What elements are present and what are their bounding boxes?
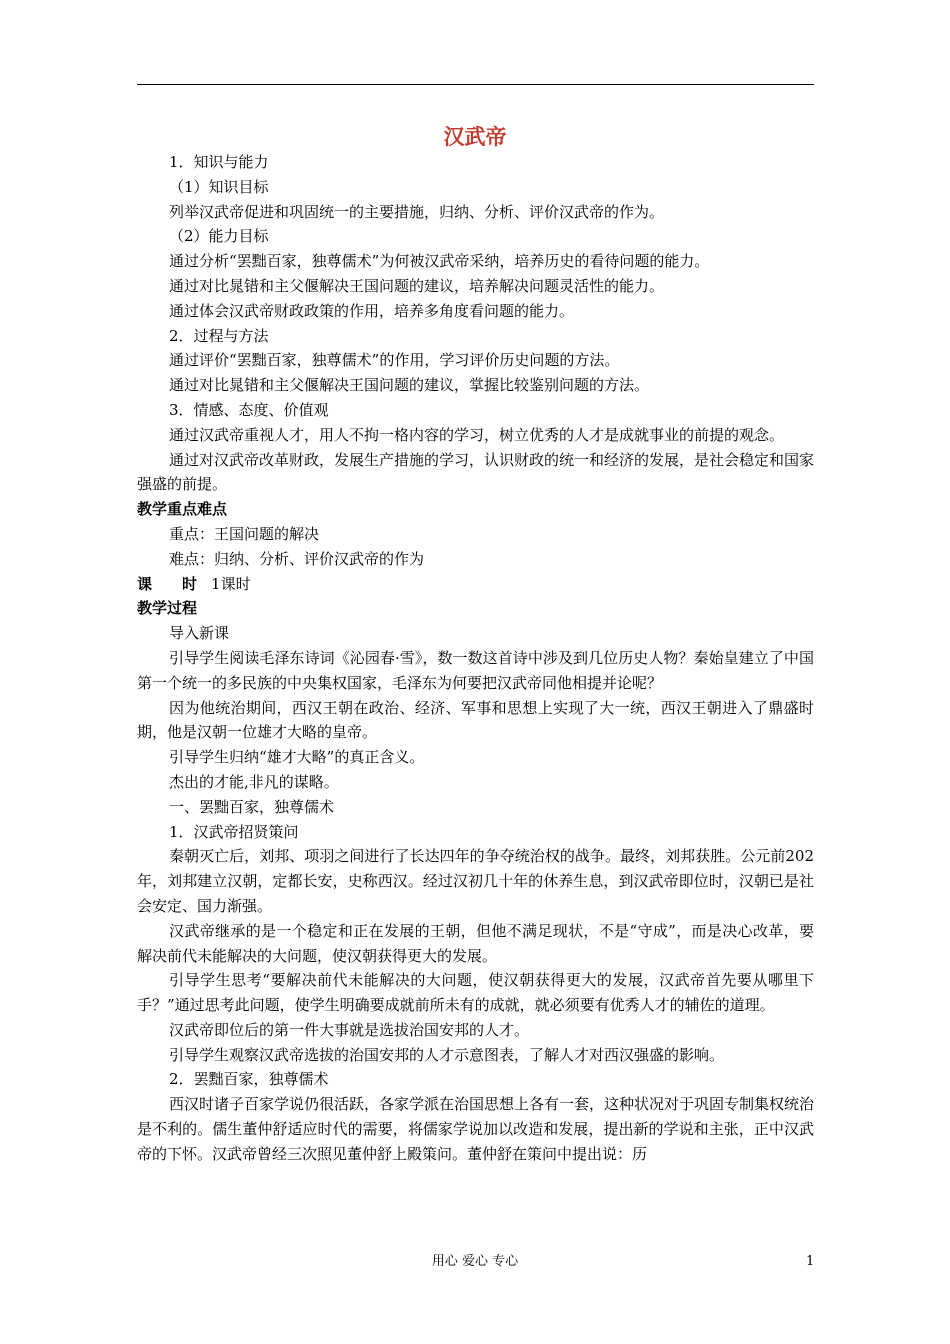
hours-label-b: 时 xyxy=(182,574,198,593)
paragraph: 通过对比晁错和主父偃解决王国问题的建议，培养解决问题灵活性的能力。 xyxy=(169,276,665,295)
paragraph: 西汉时诸子百家学说仍很活跃，各家学派在治国思想上各有一套，这种状况对于巩固专制集权统治是不利的。儒生董仲舒适应时代的需要，将儒家学说加以改造和发展，提出新的学说和主张，正中汉武帝的下怀。汉武帝曾经三次照见董仲舒上殿策问。董仲舒在策问中提出说：历 xyxy=(137,1095,815,1163)
paragraph: 通过评价“罢黜百家，独尊儒术”的作用，学习评价历史问题的方法。 xyxy=(169,351,620,370)
paragraph: 引导学生思考“要解决前代未能解决的大问题，使汉朝获得更大的发展，汉武帝首先要从哪里下手？”通过思考此问题，使学生明确要成就前所未有的成就，就必须要有优秀人才的辅佐的道理。 xyxy=(137,971,814,1015)
footer-text: 用心 爱心 专心 xyxy=(431,1254,519,1269)
paragraph: 难点：归纳、分析、评价汉武帝的作为 xyxy=(169,549,425,568)
header-rule xyxy=(137,84,814,85)
section-heading: 1．汉武帝招贤策问 xyxy=(169,822,299,841)
section-heading: 2．过程与方法 xyxy=(169,326,269,345)
section-heading: 3．情感、态度、价值观 xyxy=(169,400,329,419)
page-title: 汉武帝 xyxy=(443,124,507,149)
paragraph: 引导学生观察汉武帝选拔的治国安邦的人才示意图表，了解人才对西汉强盛的影响。 xyxy=(169,1045,725,1064)
paragraph: 通过对比晁错和主父偃解决王国问题的建议，掌握比较鉴别问题的方法。 xyxy=(169,376,650,395)
hours-label-a: 课 xyxy=(137,574,153,593)
paragraph: 通过汉武帝重视人才，用人不拘一格内容的学习，树立优秀的人才是成就事业的前提的观念。 xyxy=(169,425,785,444)
paragraph: 汉武帝继承的是一个稳定和正在发展的王朝，但他不满足现状，不是“守成”，而是决心改革，要解决前代未能解决的大问题，使汉朝获得更大的发展。 xyxy=(137,921,814,965)
paragraph: 因为他统治期间，西汉王朝在政治、经济、军事和思想上实现了大一统，西汉王朝进入了鼎盛时期，他是汉朝一位雄才大略的皇帝。 xyxy=(137,698,814,742)
paragraph: 导入新课 xyxy=(169,624,230,643)
bold-heading-process: 教学过程 xyxy=(137,599,198,618)
paragraph: 通过分析“罢黜百家，独尊儒术”为何被汉武帝采纳，培养历史的看待问题的能力。 xyxy=(169,252,710,271)
paragraph: 通过对汉武帝改革财政，发展生产措施的学习，认识财政的统一和经济的发展，是社会稳定和国家强盛的前提。 xyxy=(137,450,815,494)
paragraph: 杰出的才能,非凡的谋略。 xyxy=(169,772,339,791)
paragraph: 引导学生归纳“雄才大略”的真正含义。 xyxy=(169,748,425,767)
bold-heading-key-points: 教学重点难点 xyxy=(137,500,228,519)
section-heading: 2．罢黜百家，独尊儒术 xyxy=(169,1070,329,1089)
section-heading: 1．知识与能力 xyxy=(169,153,269,171)
class-hours-line xyxy=(137,572,814,597)
hours-value: 1课时 xyxy=(211,574,251,593)
sub-heading: （1）知识目标 xyxy=(169,177,269,196)
page-number: 1 xyxy=(806,1254,815,1269)
paragraph: 汉武帝即位后的第一件大事就是选拔治国安邦的人才。 xyxy=(169,1020,530,1039)
document-body xyxy=(137,150,814,1167)
paragraph: 引导学生阅读毛泽东诗词《沁园春·雪》，数一数这首诗中涉及到几位历史人物？秦始皇建立了中国第一个统一的多民族的中央集权国家，毛泽东为何要把汉武帝同他相提并论呢？ xyxy=(137,648,814,692)
paragraph: 重点：王国问题的解决 xyxy=(169,524,320,543)
section-heading: 一、罢黜百家，独尊儒术 xyxy=(169,797,335,816)
paragraph: 秦朝灭亡后，刘邦、项羽之间进行了长达四年的争夺统治权的战争。最终，刘邦获胜。公元前202年，刘邦建立汉朝，定都长安，史称西汉。经过汉初几十年的休养生息，到汉武帝即位时，汉朝已是社会安定、国力渐强。 xyxy=(137,847,814,915)
sub-heading: （2）能力目标 xyxy=(169,227,269,246)
paragraph: 通过体会汉武帝财政政策的作用，培养多角度看问题的能力。 xyxy=(169,301,575,320)
paragraph: 列举汉武帝促进和巩固统一的主要措施，归纳、分析、评价汉武帝的作为。 xyxy=(169,202,665,221)
